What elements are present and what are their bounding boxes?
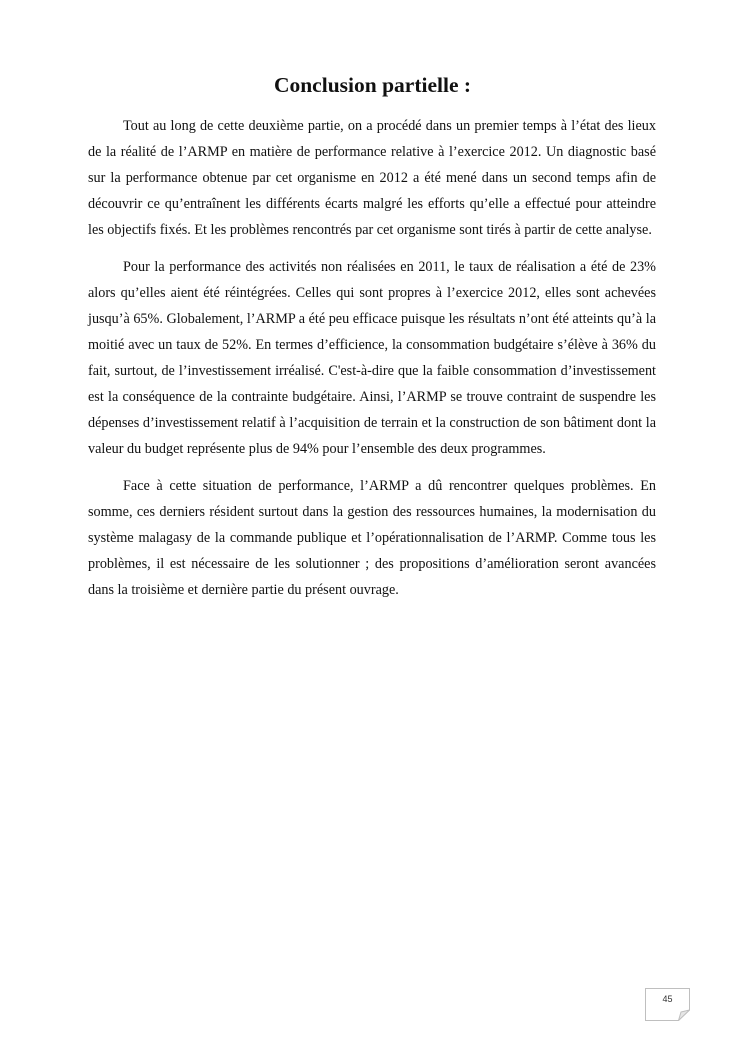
page-number: 45: [662, 994, 673, 1004]
paragraph-problems: Face à cette situation de performance, l’ARMP a dû rencontrer quelques problèmes. En somme, ces derniers résident surtout dans la gestion des ressources humaines, la modernisation du système malagasy de la commande publique et l’opérationnalisation de l’ARMP. Comme tous les problèmes, il est nécessaire de les solutionner ; des propositions d’amélioration seront avancées dans la troisième et dernière partie du présent ouvrage.: [88, 478, 656, 598]
folded-page-icon: [645, 988, 690, 1021]
paragraph-performance: Pour la performance des activités non réalisées en 2011, le taux de réalisation a été de 23% alors qu’elles aient été réintégrées. Celles qui sont propres à l’exercice 2012, elles sont achevées jusqu’à 65%. Globalement, l’ARMP a été peu efficace puisque les résultats n’ont été atteints qu’à la moitié avec un taux de 52%. En termes d’efficience, la consommation budgétaire s’élève à 36% du fait, surtout, de l’investissement irréalisé. C'est-à-dire que la faible consommation d’investissement est la conséquence de la contrainte budgétaire. Ainsi, l’ARMP se trouve contraint de suspendre les dépenses d’investissement relatif à l’acquisition de terrain et la construction de son bâtiment dont la valeur du budget représente plus de 94% pour l’ensemble des deux programmes.: [88, 259, 656, 457]
paragraph-summary: Tout au long de cette deuxième partie, on a procédé dans un premier temps à l’état des lieux de la réalité de l’ARMP en matière de performance relative à l’exercice 2012. Un diagnostic basé sur la performance obtenue par cet organisme en 2012 a été mené dans un second temps afin de découvrir ce qu’entraînent les différents écarts malgré les efforts qu’elle a effectué pour atteindre les objectifs fixés. Et les problèmes rencontrés par cet organisme sont tirés à partir de cette analyse.: [88, 118, 656, 238]
section-title: Conclusion partielle :: [273, 73, 472, 97]
body-text: [88, 113, 656, 614]
page-number-box: [645, 988, 690, 1021]
